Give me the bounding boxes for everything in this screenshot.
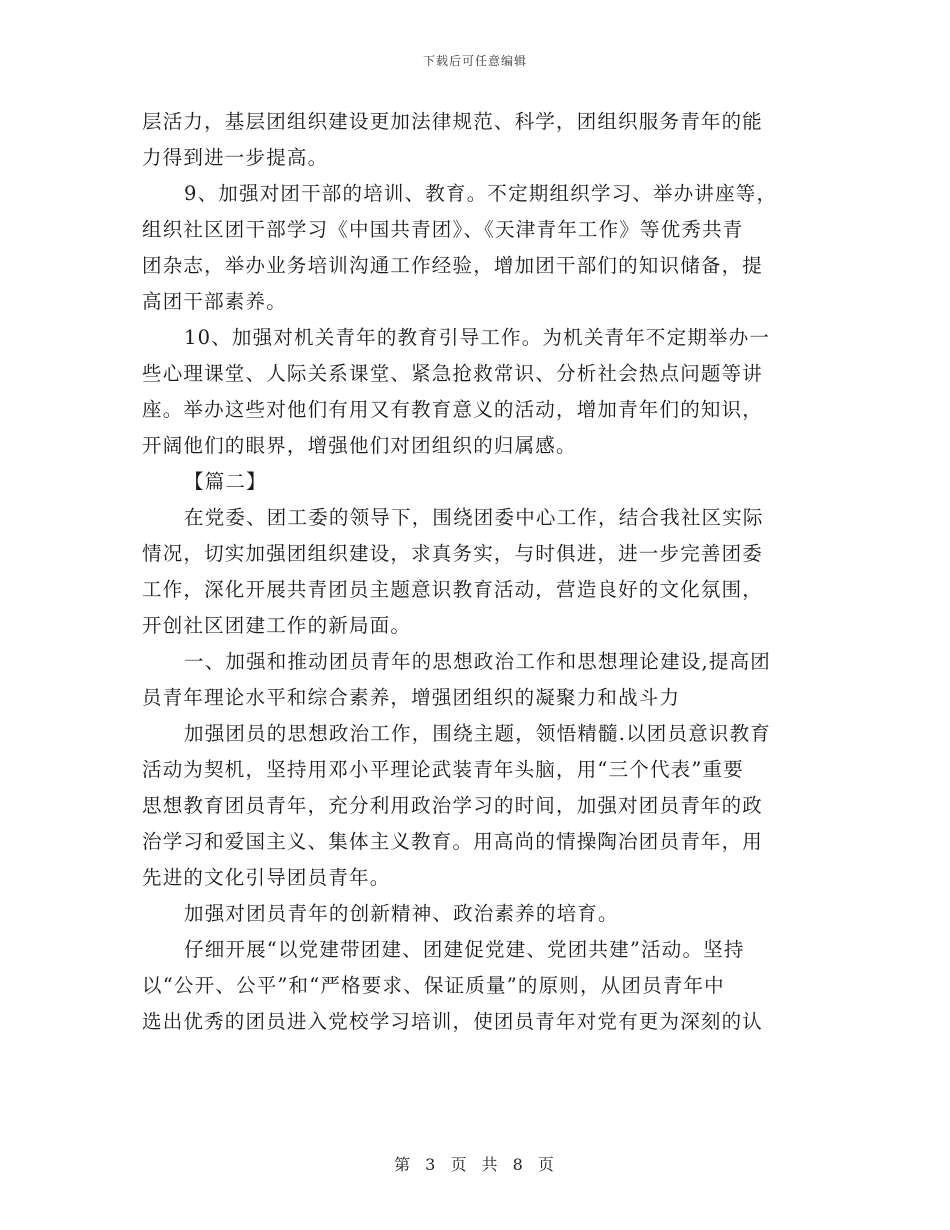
paragraph-line: 层活力，基层团组织建设更加法律规范、科学，团组织服务青年的能	[142, 110, 764, 133]
paragraph-first-line: 10、加强对机关青年的教育引导工作。为机关青年不定期举办一	[184, 326, 771, 349]
paragraph-line: 力得到进一步提高。	[142, 146, 329, 169]
paragraph-line: 思想教育团员青年，充分利用政治学习的时间，加强对团员青年的政	[142, 794, 764, 817]
page-header: 下载后可任意编辑	[422, 54, 527, 68]
document-body	[142, 104, 804, 1040]
paragraph-first-line: 9、加强对团干部的培训、教育。不定期组织学习、举办讲座等，	[184, 182, 778, 205]
paragraph-line: 组织社区团干部学习《中国共青团》、《天津青年工作》等优秀共青	[142, 218, 744, 241]
paragraph-first-line: 加强对团员青年的创新精神、政治素养的培育。	[184, 902, 619, 925]
paragraph-first-line: 【篇二】	[184, 470, 267, 493]
page-number: 第 3 页 共 8 页	[394, 1155, 556, 1174]
paragraph-line: 情况，切实加强团组织建设，求真务实，与时俱进，进一步完善团委	[142, 542, 764, 565]
paragraph-first-line: 在党委、团工委的领导下，围绕团委中心工作，结合我社区实际	[184, 506, 764, 529]
paragraph-line: 工作，深化开展共青团员主题意识教育活动，营造良好的文化氛围，	[142, 578, 764, 601]
paragraph-line: 以“公开、公平”和“严格要求、保证质量”的原则，从团员青年中	[142, 974, 725, 997]
paragraph-first-line: 加强团员的思想政治工作，围绕主题，领悟精髓.以团员意识教育	[184, 722, 771, 745]
paragraph-line: 员青年理论水平和综合素养，增强团组织的凝聚力和战斗力	[142, 686, 681, 709]
paragraph-line: 先进的文化引导团员青年。	[142, 866, 391, 889]
paragraph-first-line: 一、加强和推动团员青年的思想政治工作和思想理论建设,提高团	[184, 650, 771, 673]
paragraph-line: 高团干部素养。	[142, 290, 287, 313]
paragraph-first-line: 仔细开展“以党建带团建、团建促党建、党团共建”活动。坚持	[184, 938, 745, 961]
paragraph-line: 团杂志，举办业务培训沟通工作经验，增加团干部们的知识储备，提	[142, 254, 764, 277]
paragraph-line: 活动为契机，坚持用邓小平理论武装青年头脑，用“三个代表”重要	[142, 758, 744, 781]
paragraph-line: 些心理课堂、人际关系课堂、紧急抢救常识、分析社会热点问题等讲	[142, 362, 764, 385]
paragraph-line: 座。举办这些对他们有用又有教育意义的活动，增加青年们的知识，	[142, 398, 764, 421]
paragraph-line: 开创社区团建工作的新局面。	[142, 614, 412, 637]
paragraph-line: 开阔他们的眼界，增强他们对团组织的归属感。	[142, 434, 577, 457]
paragraph-line: 治学习和爱国主义、集体主义教育。用高尚的情操陶冶团员青年，用	[142, 830, 764, 853]
paragraph-line: 选出优秀的团员进入党校学习培训，使团员青年对党有更为深刻的认	[142, 1010, 764, 1033]
